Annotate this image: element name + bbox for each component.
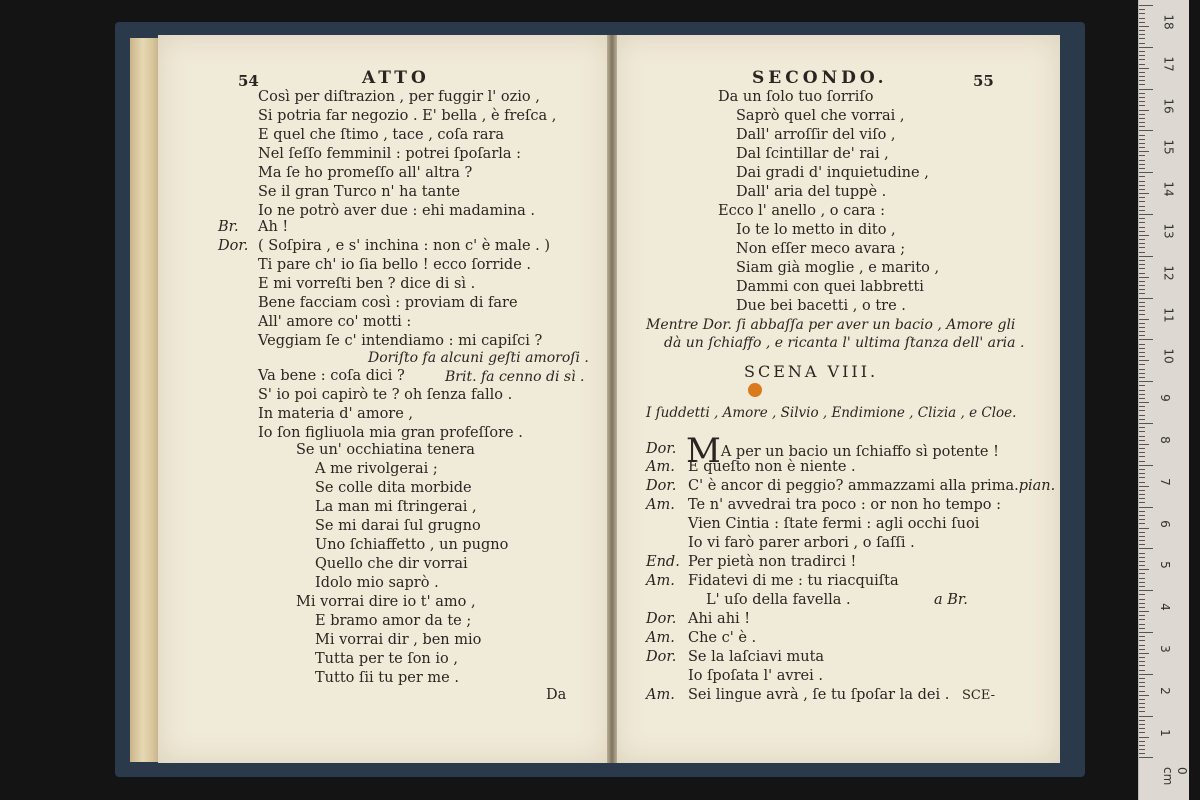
text-line: Tutta per te ſon io ,	[315, 651, 458, 667]
ruler-minor-tick	[1139, 335, 1145, 336]
text-line: Te n' avvedrai tra poco : or non ho tempo :	[688, 497, 1001, 513]
text-line: L' uſo della favella .	[706, 592, 851, 608]
ruler-major-tick	[1139, 256, 1153, 257]
ruler-minor-tick	[1139, 737, 1149, 738]
ruler-minor-tick	[1139, 636, 1145, 637]
ruler-minor-tick	[1139, 222, 1145, 223]
ruler-minor-tick	[1139, 319, 1149, 320]
ruler-minor-tick	[1139, 678, 1145, 679]
ruler-minor-tick	[1139, 302, 1145, 303]
catchword: Da	[546, 687, 567, 703]
ruler-minor-tick	[1139, 502, 1145, 503]
ruler-minor-tick	[1139, 227, 1145, 228]
ruler-minor-tick	[1139, 569, 1149, 570]
text-line: Ecco l' anello , o cara :	[718, 203, 885, 219]
ruler-minor-tick	[1139, 653, 1149, 654]
ruler-number: 13	[1161, 223, 1176, 239]
ruler-minor-tick	[1139, 293, 1145, 294]
ruler-minor-tick	[1139, 323, 1145, 324]
text-line: Se mi darai ſul grugno	[315, 518, 481, 534]
dialogue-text: A per un bacio un ſchiaffo sì potente !	[720, 444, 999, 460]
ruler-minor-tick	[1139, 473, 1145, 474]
ruler-minor-tick	[1139, 728, 1145, 729]
ruler-minor-tick	[1139, 235, 1149, 236]
ruler-minor-tick	[1139, 624, 1145, 625]
ruler-minor-tick	[1139, 682, 1145, 683]
ruler-minor-tick	[1139, 486, 1149, 487]
text-line: La man mi ſtringerai ,	[315, 499, 477, 515]
ruler-minor-tick	[1139, 385, 1145, 386]
ruler-minor-tick	[1139, 695, 1149, 696]
text-line: Mi vorrai dire io t' amo ,	[296, 594, 476, 610]
stage-direction: dà un ſchiaffo , e ricanta l' ultima ſtanza dell' aria .	[664, 335, 1025, 351]
left-running-head: ATTO	[362, 68, 430, 88]
text-line: Dall' aria del tuppè .	[736, 184, 887, 200]
text-line: In materia d' amore ,	[258, 406, 414, 422]
right-running-head: SECONDO.	[752, 68, 888, 88]
ruler-minor-tick	[1139, 402, 1149, 403]
ruler-minor-tick	[1139, 398, 1145, 399]
ruler-minor-tick	[1139, 306, 1145, 307]
text-line: Ti pare ch' io ſia bello ! ecco ſorride .	[258, 257, 532, 273]
ruler-minor-tick	[1139, 105, 1145, 106]
text-line: Io ſon figliuola mia gran profeſſore .	[258, 425, 523, 441]
ruler-minor-tick	[1139, 649, 1145, 650]
ruler-minor-tick	[1139, 273, 1145, 274]
ruler-minor-tick	[1139, 490, 1145, 491]
ruler-minor-tick	[1139, 611, 1149, 612]
ruler-minor-tick	[1139, 494, 1145, 495]
text-line: Si potria far negozio . E' bella , è freſca ,	[258, 108, 557, 124]
ruler-number: 15	[1161, 139, 1176, 156]
ruler-major-tick	[1139, 674, 1153, 675]
ruler-number: 18	[1161, 14, 1176, 30]
orange-marker-dot	[748, 383, 762, 397]
book-gutter	[607, 35, 617, 763]
ruler-minor-tick	[1139, 732, 1145, 733]
ruler-minor-tick	[1139, 181, 1145, 182]
text-line: Veggiam ſe c' intendiamo : mi capiſci ?	[258, 333, 543, 349]
ruler-minor-tick	[1139, 603, 1145, 604]
ruler-minor-tick	[1139, 419, 1145, 420]
text-line: A me rivolgerai ;	[315, 461, 438, 477]
ruler-minor-tick	[1139, 281, 1145, 282]
ruler-minor-tick	[1139, 38, 1145, 39]
ruler-minor-tick	[1139, 164, 1145, 165]
ruler-number: 3	[1157, 645, 1172, 653]
speaker-label: Am.	[646, 630, 675, 646]
ruler-minor-tick	[1139, 252, 1145, 253]
ruler-minor-tick	[1139, 394, 1145, 395]
ruler-minor-tick	[1139, 523, 1145, 524]
ruler-minor-tick	[1139, 168, 1145, 169]
ruler-minor-tick	[1139, 477, 1145, 478]
ruler-minor-tick	[1139, 440, 1145, 441]
ruler-minor-tick	[1139, 51, 1145, 52]
ruler-major-tick	[1139, 339, 1153, 340]
ruler-minor-tick	[1139, 561, 1145, 562]
ruler-minor-tick	[1139, 352, 1145, 353]
text-line: Ma ſe ho promeſſo all' altra ?	[258, 165, 473, 181]
ruler-minor-tick	[1139, 536, 1145, 537]
text-line: All' amore co' motti :	[258, 314, 412, 330]
ruler-major-tick	[1139, 89, 1153, 90]
stage-direction: Mentre Dor. ſi abbaſſa per aver un bacio , Amore gli	[646, 317, 1016, 333]
text-line: Così per diſtrazion , per fuggir l' ozio ,	[258, 89, 540, 105]
ruler-minor-tick	[1139, 578, 1145, 579]
stage-note: a Br.	[934, 592, 968, 608]
ruler-minor-tick	[1139, 264, 1145, 265]
ruler-minor-tick	[1139, 670, 1145, 671]
text-line: Uno ſchiaffetto , un pugno	[315, 537, 509, 553]
ruler-number: 6	[1157, 519, 1172, 528]
text-line	[688, 477, 1055, 496]
ruler-minor-tick	[1139, 201, 1145, 202]
text-line: E bramo amor da te ;	[315, 613, 472, 629]
ruler-major-tick	[1139, 548, 1153, 549]
ruler-minor-tick	[1139, 582, 1145, 583]
ruler-major-tick	[1139, 172, 1153, 173]
ruler-major-tick	[1139, 632, 1153, 633]
ruler-minor-tick	[1139, 720, 1145, 721]
text-line: Va bene : coſa dici ?	[258, 368, 405, 384]
text-line: Per pietà non tradirci !	[688, 554, 857, 570]
ruler-minor-tick	[1139, 143, 1145, 144]
ruler-minor-tick	[1139, 557, 1145, 558]
ruler-number: 5	[1157, 561, 1172, 570]
ruler-minor-tick	[1139, 260, 1145, 261]
ruler-minor-tick	[1139, 628, 1145, 629]
ruler-minor-tick	[1139, 356, 1145, 357]
ruler-minor-tick	[1139, 645, 1145, 646]
ruler-minor-tick	[1139, 122, 1145, 123]
ruler-minor-tick	[1139, 247, 1145, 248]
text-line: Dai gradi d' inquietudine ,	[736, 165, 929, 181]
ruler-minor-tick	[1139, 431, 1145, 432]
ruler-minor-tick	[1139, 348, 1145, 349]
text-line: S' io poi capirò te ? oh ſenza fallo .	[258, 387, 513, 403]
ruler-number: 11	[1161, 306, 1176, 323]
ruler-minor-tick	[1139, 22, 1145, 23]
text-line: Io vi farò parer arbori , o ſaſſi .	[688, 535, 915, 551]
ruler-minor-tick	[1139, 410, 1145, 411]
ruler-minor-tick	[1139, 160, 1145, 161]
ruler-number: 16	[1161, 97, 1176, 114]
ruler-major-tick	[1139, 214, 1153, 215]
ruler-minor-tick	[1139, 76, 1145, 77]
text-line: Non eſſer meco avara ;	[736, 241, 906, 257]
text-line: Tutto ſii tu per me .	[315, 670, 459, 686]
speaker-label: Dor.	[646, 441, 677, 457]
ruler-minor-tick	[1139, 126, 1145, 127]
text-line: Saprò quel che vorrai ,	[736, 108, 905, 124]
ruler-minor-tick	[1139, 427, 1145, 428]
text-line: Mi vorrai dir , ben mio	[315, 632, 482, 648]
ruler-minor-tick	[1139, 691, 1145, 692]
dialogue-text: C' è ancor di peggio? ammazzami alla prima.	[688, 478, 1019, 494]
ruler-minor-tick	[1139, 277, 1149, 278]
scene-heading: SCENA VIII.	[744, 362, 879, 381]
speaker-label: Am.	[646, 573, 675, 589]
ruler-minor-tick	[1139, 13, 1145, 14]
ruler-minor-tick	[1139, 93, 1145, 94]
ruler-minor-tick	[1139, 314, 1145, 315]
text-line: Ahi ahi !	[688, 611, 751, 627]
speaker-label: Br.	[218, 219, 239, 235]
ruler-minor-tick	[1139, 573, 1145, 574]
drop-capital: M	[686, 431, 721, 471]
ruler-major-tick	[1139, 757, 1153, 758]
ruler-major-tick	[1139, 381, 1153, 382]
stage-direction: Doriſto fa alcuni geſti amoroſi .	[368, 350, 589, 366]
ruler-minor-tick	[1139, 114, 1145, 115]
text-line: Nel ſeſſo femminil : potrei ſpoſarla :	[258, 146, 522, 162]
ruler-minor-tick	[1139, 699, 1145, 700]
ruler-minor-tick	[1139, 707, 1145, 708]
ruler-number: 12	[1161, 265, 1176, 281]
ruler-minor-tick	[1139, 553, 1145, 554]
ruler-minor-tick	[1139, 640, 1145, 641]
left-page-number: 54	[238, 72, 259, 90]
text-line: Siam già moglie , e marito ,	[736, 260, 940, 276]
ruler-minor-tick	[1139, 532, 1145, 533]
ruler-minor-tick	[1139, 711, 1145, 712]
ruler-minor-tick	[1139, 327, 1145, 328]
text-line: Dal ſcintillar de' rai ,	[736, 146, 889, 162]
ruler-major-tick	[1139, 423, 1153, 424]
text-line: ( Soſpira , e s' inchina : non c' è male . )	[258, 238, 551, 254]
ruler-minor-tick	[1139, 18, 1145, 19]
ruler-minor-tick	[1139, 9, 1145, 10]
ruler-major-tick	[1139, 47, 1153, 48]
ruler-minor-tick	[1139, 310, 1145, 311]
ruler-major-tick	[1139, 590, 1153, 591]
ruler-minor-tick	[1139, 68, 1149, 69]
ruler-minor-tick	[1139, 444, 1149, 445]
ruler-minor-tick	[1139, 185, 1145, 186]
ruler-minor-tick	[1139, 565, 1145, 566]
text-line: Quello che dir vorrai	[315, 556, 468, 572]
ruler-minor-tick	[1139, 110, 1149, 111]
ruler-minor-tick	[1139, 373, 1145, 374]
ruler-number: 9	[1157, 394, 1172, 403]
speaker-label: Dor.	[646, 649, 677, 665]
ruler-minor-tick	[1139, 661, 1145, 662]
ruler-minor-tick	[1139, 289, 1145, 290]
ruler-minor-tick	[1139, 482, 1145, 483]
ruler-minor-tick	[1139, 364, 1145, 365]
text-line: Se un' occhiatina tenera	[296, 442, 475, 458]
measuring-ruler	[1138, 0, 1189, 800]
ruler-minor-tick	[1139, 703, 1145, 704]
stage-direction: Brit. fa cenno di sì .	[445, 369, 585, 385]
ruler-minor-tick	[1139, 360, 1149, 361]
cast-line: I ſuddetti , Amore , Silvio , Endimione , Clizia , e Cloe.	[646, 405, 1017, 421]
ruler-minor-tick	[1139, 528, 1149, 529]
ruler-minor-tick	[1139, 155, 1145, 156]
stage-note: pian.	[1018, 478, 1056, 494]
catchword: SCE-	[962, 688, 995, 703]
ruler-minor-tick	[1139, 218, 1145, 219]
ruler-number: 17	[1161, 56, 1176, 72]
ruler-minor-tick	[1139, 619, 1145, 620]
ruler-minor-tick	[1139, 197, 1145, 198]
speaker-label: Am.	[646, 459, 675, 475]
ruler-minor-tick	[1139, 519, 1145, 520]
ruler-minor-tick	[1139, 101, 1145, 102]
text-line: Dall' arroſſir del viſo ,	[736, 127, 896, 143]
ruler-minor-tick	[1139, 59, 1145, 60]
ruler-minor-tick	[1139, 607, 1145, 608]
ruler-minor-tick	[1139, 586, 1145, 587]
ruler-minor-tick	[1139, 43, 1145, 44]
text-line: Fidatevi di me : tu riacquiſta	[688, 573, 899, 589]
ruler-minor-tick	[1139, 436, 1145, 437]
text-line: Ah !	[258, 219, 289, 235]
ruler-minor-tick	[1139, 544, 1145, 545]
ruler-minor-tick	[1139, 285, 1145, 286]
text-line: Sei lingue avrà , ſe tu ſpoſar la dei .	[688, 687, 950, 703]
ruler-number: 8	[1157, 436, 1172, 444]
ruler-number: 0 cm	[1161, 767, 1189, 786]
ruler-minor-tick	[1139, 448, 1145, 449]
ruler-minor-tick	[1139, 745, 1145, 746]
ruler-minor-tick	[1139, 390, 1145, 391]
speaker-label: Dor.	[646, 478, 677, 494]
ruler-major-tick	[1139, 5, 1153, 6]
ruler-minor-tick	[1139, 377, 1145, 378]
text-line: Da un ſolo tuo ſorriſo	[718, 89, 874, 105]
ruler-minor-tick	[1139, 84, 1145, 85]
text-line: E queſto non è niente .	[688, 459, 856, 475]
text-line: Io ne potrò aver due : ehi madamina .	[258, 203, 536, 219]
ruler-minor-tick	[1139, 147, 1145, 148]
text-line: E mi vorreſti ben ? dice di sì .	[258, 276, 476, 292]
text-line: Bene facciam così : proviam di fare	[258, 295, 518, 311]
text-line: E quel che ſtimo , tace , coſa rara	[258, 127, 505, 143]
ruler-minor-tick	[1139, 749, 1145, 750]
ruler-minor-tick	[1139, 139, 1145, 140]
ruler-minor-tick	[1139, 231, 1145, 232]
ruler-minor-tick	[1139, 615, 1145, 616]
ruler-minor-tick	[1139, 30, 1145, 31]
text-line: Dammi con quei labbretti	[736, 279, 924, 295]
speaker-label: Dor.	[646, 611, 677, 627]
ruler-minor-tick	[1139, 724, 1145, 725]
ruler-minor-tick	[1139, 461, 1145, 462]
ruler-minor-tick	[1139, 176, 1145, 177]
ruler-minor-tick	[1139, 344, 1145, 345]
ruler-major-tick	[1139, 507, 1153, 508]
ruler-minor-tick	[1139, 599, 1145, 600]
ruler-minor-tick	[1139, 80, 1145, 81]
ruler-minor-tick	[1139, 515, 1145, 516]
ruler-number: 2	[1157, 686, 1172, 695]
ruler-minor-tick	[1139, 210, 1145, 211]
ruler-minor-tick	[1139, 540, 1145, 541]
ruler-minor-tick	[1139, 34, 1145, 35]
ruler-minor-tick	[1139, 243, 1145, 244]
ruler-number: 1	[1157, 728, 1172, 737]
text-line: Io ſpoſata l' avrei .	[688, 668, 823, 684]
text-line: Se il gran Turco n' ha tante	[258, 184, 460, 200]
ruler-minor-tick	[1139, 206, 1145, 207]
text-line: Idolo mio saprò .	[315, 575, 439, 591]
text-line: Che c' è .	[688, 630, 757, 646]
ruler-minor-tick	[1139, 469, 1145, 470]
right-page-number: 55	[973, 72, 994, 90]
ruler-number: 14	[1161, 181, 1176, 197]
ruler-minor-tick	[1139, 189, 1145, 190]
ruler-minor-tick	[1139, 657, 1145, 658]
ruler-minor-tick	[1139, 665, 1145, 666]
ruler-number: 10	[1161, 348, 1176, 365]
ruler-minor-tick	[1139, 686, 1145, 687]
ruler-minor-tick	[1139, 415, 1145, 416]
ruler-minor-tick	[1139, 97, 1145, 98]
ruler-minor-tick	[1139, 239, 1145, 240]
speaker-label: Am.	[646, 497, 675, 513]
ruler-number: 7	[1157, 477, 1172, 486]
ruler-major-tick	[1139, 130, 1153, 131]
ruler-minor-tick	[1139, 511, 1145, 512]
ruler-minor-tick	[1139, 456, 1145, 457]
text-line: Io te lo metto in dito ,	[736, 222, 896, 238]
ruler-minor-tick	[1139, 452, 1145, 453]
ruler-major-tick	[1139, 716, 1153, 717]
speaker-label: Dor.	[218, 238, 249, 254]
ruler-major-tick	[1139, 465, 1153, 466]
ruler-minor-tick	[1139, 72, 1145, 73]
ruler-minor-tick	[1139, 369, 1145, 370]
text-line: Se la laſciavi muta	[688, 649, 825, 665]
ruler-major-tick	[1139, 298, 1153, 299]
ruler-minor-tick	[1139, 26, 1149, 27]
ruler-minor-tick	[1139, 268, 1145, 269]
ruler-minor-tick	[1139, 135, 1145, 136]
ruler-minor-tick	[1139, 55, 1145, 56]
ruler-minor-tick	[1139, 64, 1145, 65]
text-line: Due bei bacetti , o tre .	[736, 298, 906, 314]
ruler-minor-tick	[1139, 741, 1145, 742]
ruler-minor-tick	[1139, 151, 1149, 152]
ruler-number: 4	[1157, 603, 1172, 612]
ruler-minor-tick	[1139, 406, 1145, 407]
ruler-minor-tick	[1139, 331, 1145, 332]
text-line: Se colle dita morbide	[315, 480, 472, 496]
speaker-label: End.	[646, 554, 680, 570]
ruler-minor-tick	[1139, 118, 1145, 119]
ruler-minor-tick	[1139, 594, 1145, 595]
speaker-label: Am.	[646, 687, 675, 703]
ruler-minor-tick	[1139, 498, 1145, 499]
text-line: Vien Cintia : ſtate fermi : agli occhi ſuoi	[688, 516, 980, 532]
ruler-minor-tick	[1139, 753, 1145, 754]
ruler-minor-tick	[1139, 193, 1149, 194]
